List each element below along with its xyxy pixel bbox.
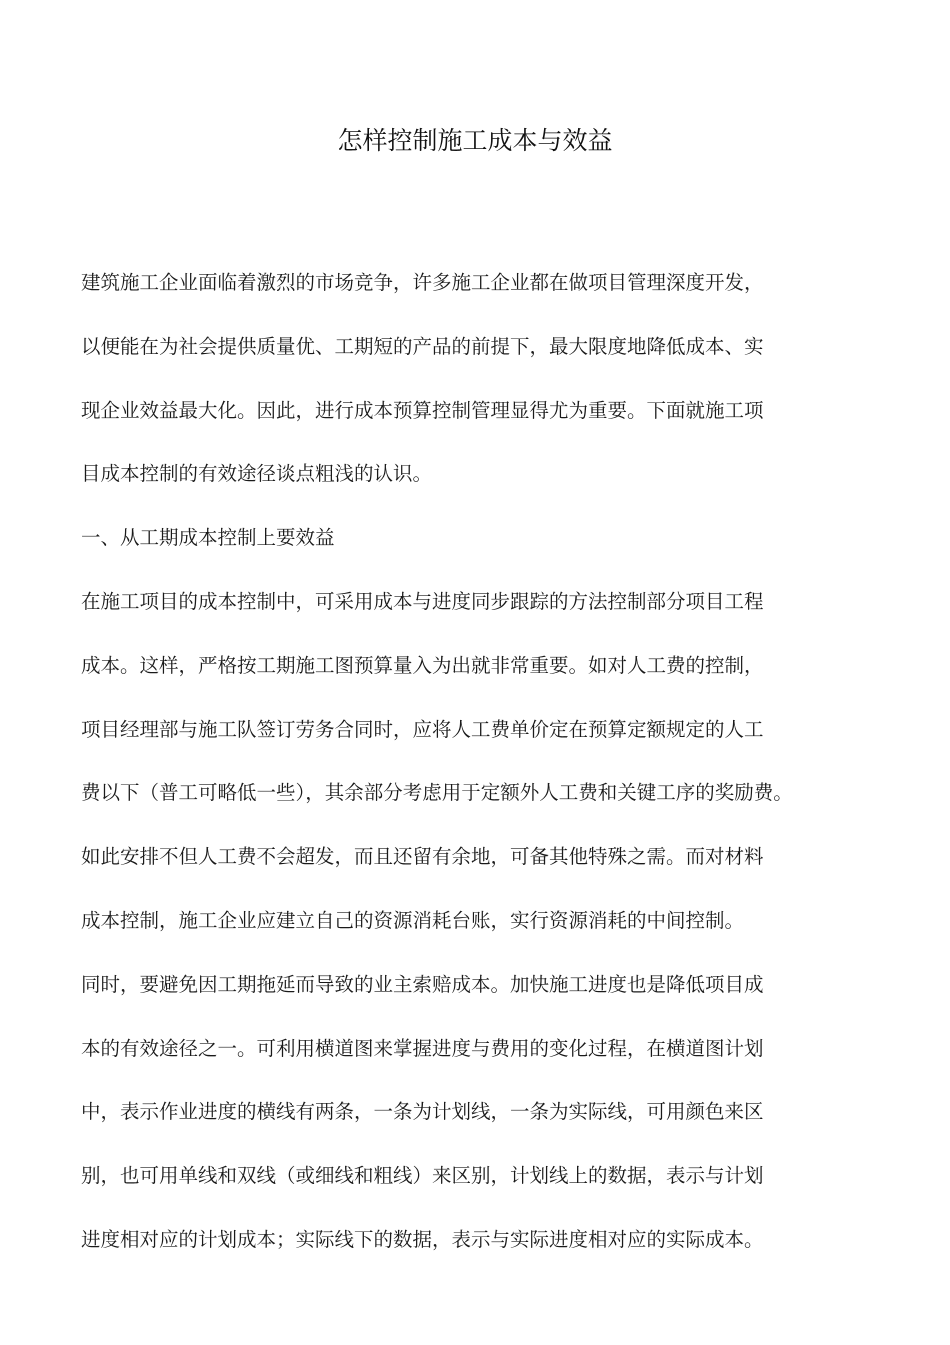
body-line: 成本。这样，严格按工期施工图预算量入为出就非常重要。如对人工费的控制， xyxy=(81,653,764,677)
body-line: 成本控制，施工企业应建立自己的资源消耗台账，实行资源消耗的中间控制。 xyxy=(81,908,745,932)
body-line: 现企业效益最大化。因此，进行成本预算控制管理显得尤为重要。下面就施工项 xyxy=(81,398,764,422)
body-line: 费以下（普工可略低一些），其余部分考虑用于定额外人工费和关键工序的奖励费。 xyxy=(81,781,793,805)
section-heading: 一、从工期成本控制上要效益 xyxy=(81,526,335,550)
document-body xyxy=(81,264,871,1285)
document-title: 怎样控制施工成本与效益 xyxy=(337,126,613,155)
body-line: 同时，要避免因工期拖延而导致的业主索赔成本。加快施工进度也是降低项目成 xyxy=(81,972,764,996)
body-line: 别，也可用单线和双线（或细线和粗线）来区别，计划线上的数据，表示与计划 xyxy=(81,1164,764,1188)
body-line: 本的有效途径之一。可利用横道图来掌握进度与费用的变化过程，在横道图计划 xyxy=(81,1036,764,1060)
body-line: 建筑施工企业面临着激烈的市场竞争，许多施工企业都在做项目管理深度开发， xyxy=(81,271,764,294)
body-line: 在施工项目的成本控制中，可采用成本与进度同步跟踪的方法控制部分项目工程 xyxy=(81,589,764,613)
body-line: 进度相对应的计划成本；实际线下的数据，表示与实际进度相对应的实际成本。 xyxy=(81,1227,764,1251)
body-line: 项目经理部与施工队签订劳务合同时，应将人工费单价定在预算定额规定的人工 xyxy=(81,717,764,741)
body-line: 以便能在为社会提供质量优、工期短的产品的前提下，最大限度地降低成本、实 xyxy=(81,334,764,358)
body-line: 如此安排不但人工费不会超发，而且还留有余地，可备其他特殊之需。而对材料 xyxy=(81,845,764,869)
body-line: 目成本控制的有效途径谈点粗浅的认识。 xyxy=(81,462,433,486)
body-line: 中，表示作业进度的横线有两条，一条为计划线，一条为实际线，可用颜色来区 xyxy=(81,1100,764,1124)
